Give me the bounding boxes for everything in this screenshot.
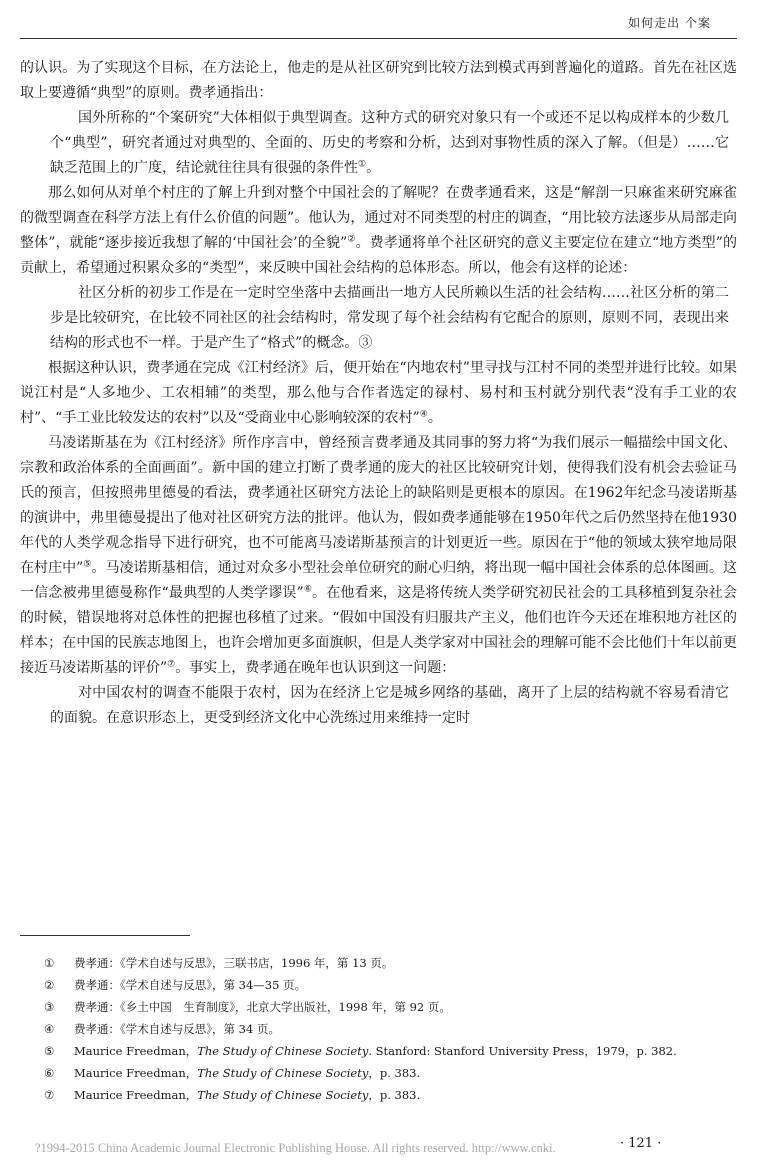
paragraph-4-part-b: 。马凌诺斯基相信，通过对众多小型社会单位研究的耐心归纳，将出现一幅中国社会体系的总体图画。这一信念被弗里德曼称作“最典型的人类学谬误” bbox=[20, 560, 737, 601]
footnote-publication: . Stanford: Stanford University Press，1979，p. 382. bbox=[368, 1044, 677, 1058]
footnote-ref-5[interactable]: ⑤ bbox=[83, 559, 92, 570]
footnote-4 bbox=[44, 1018, 744, 1040]
footnote-text bbox=[74, 1084, 744, 1106]
footnote-author: Maurice Freedman， bbox=[74, 1088, 198, 1102]
paragraph-4-part-a: 马凌诺斯基在为《江村经济》所作序言中，曾经预言费孝通及其同事的努力将“为我们展示一幅描绘中国文化、宗教和政治体系的全面画面”。新中国的建立打断了费孝通的庞大的社区比较研究计划，使得我们没有机会去验证马氏的预言，但按照弗里德曼的看法，费孝通社区研究方法论上的缺陷则是更根本的原因。在1962年纪念马凌诺斯基的演讲中，弗里德曼提出了他对社区研究方法的批评。他认为，假如费孝通能够在1950年代之后仍然坚持在他1930年代的人类学观念指导下进行研究，也不可能离马凌诺斯基预言的计划更近一些。原因在于“他的领域太狭窄地局限在村庄中” bbox=[20, 435, 737, 576]
paragraph-4-part-d: 。事实上，费孝通在晚年也认识到这一问题： bbox=[175, 660, 456, 676]
footnote-text: 费孝通：《乡土中国 生育制度》，北京大学出版社，1998 年，第 92 页。 bbox=[74, 1000, 451, 1014]
header-rule bbox=[20, 38, 737, 39]
footnote-text bbox=[74, 1040, 744, 1062]
paragraph-4 bbox=[20, 431, 737, 681]
paragraph-2-part-b: 。费孝通将单个社区研究的意义主要定位在建立“地方类型”的贡献上，希望通过积累众多的“类型”，来反映中国社会结构的总体形态。所以，他会有这样的论述： bbox=[20, 235, 737, 276]
footnote-3 bbox=[44, 996, 744, 1018]
article-body bbox=[20, 56, 737, 731]
quote-1-body: 国外所称的“个案研究”大体相似于典型调查。这种方式的研究对象只有一个或还不足以构成样本的少数几个“典型”，研究者通过对典型的、全面的、历史的考察和分析，达到对事物性质的深入了解。（但是）……它缺乏范围上的广度，结论就往往具有很强的条件性 bbox=[50, 110, 729, 176]
footnote-ref-1[interactable]: ① bbox=[358, 159, 367, 170]
footnote-book-title: The Study of Chinese Society bbox=[197, 1066, 369, 1080]
footnote-number: ④ bbox=[44, 1022, 55, 1036]
paragraph-3 bbox=[20, 356, 737, 431]
quote-2-body: 社区分析的初步工作是在一定时空坐落中去描画出一地方人民所赖以生活的社会结构……社区分析的第二步是比较研究，在比较不同社区的社会结构时，常发现了每个社会结构有它配合的原则，原则不同，表现出来结构的形式也不一样。于是产生了“格式”的概念。 bbox=[50, 285, 729, 351]
footnote-book-title: The Study of Chinese Society bbox=[197, 1044, 369, 1058]
block-quote-3 bbox=[20, 681, 737, 731]
footnote-number: ③ bbox=[44, 1000, 55, 1014]
paragraph-3-part-b: 。 bbox=[427, 410, 442, 426]
footnote-2 bbox=[44, 974, 744, 996]
footnote-number: ② bbox=[44, 978, 55, 992]
footnote-ref-3[interactable]: ③ bbox=[358, 335, 373, 351]
footnote-number: ① bbox=[44, 956, 55, 970]
footnote-ref-2[interactable]: ② bbox=[347, 234, 356, 245]
footnote-text: 费孝通：《学术自述与反思》，第 34 页。 bbox=[74, 1022, 280, 1036]
footnote-text bbox=[74, 1062, 744, 1084]
quote-1-text bbox=[50, 106, 729, 181]
footnote-book-title: The Study of Chinese Society bbox=[197, 1088, 369, 1102]
footnote-rule bbox=[20, 935, 190, 936]
footnote-ref-6[interactable]: ⑥ bbox=[303, 584, 313, 595]
footnote-publication: ，p. 383. bbox=[368, 1066, 421, 1080]
footnote-publication: ，p. 383. bbox=[368, 1088, 421, 1102]
copyright-watermark: ?1994-2015 China Academic Journal Electronic Publishing House. All rights reserved. http://www.cnki. bbox=[35, 1141, 556, 1155]
paragraph-1: 的认识。为了实现这个目标，在方法论上，他走的是从社区研究到比较方法到模式再到普遍化的道路。首先在社区选取上要遵循“典型”的原则。费孝通指出： bbox=[20, 60, 737, 101]
footnote-author: Maurice Freedman， bbox=[74, 1044, 198, 1058]
running-header: 如何走出 个案 bbox=[628, 16, 711, 30]
footnote-author: Maurice Freedman， bbox=[74, 1066, 198, 1080]
footnote-number: ⑥ bbox=[44, 1066, 55, 1080]
footnotes bbox=[44, 952, 744, 1106]
footnote-number: ⑤ bbox=[44, 1044, 55, 1058]
footnote-text: 费孝通：《学术自述与反思》，三联书店，1996 年，第 13 页。 bbox=[74, 956, 394, 970]
footnote-ref-7[interactable]: ⑦ bbox=[167, 659, 176, 670]
page-number: · 121 · bbox=[620, 1136, 662, 1151]
footnote-number: ⑦ bbox=[44, 1088, 55, 1102]
footnote-7 bbox=[44, 1084, 744, 1106]
quote-3-text: 对中国农村的调查不能限于农村，因为在经济上它是城乡网络的基础，离开了上层的结构就不容易看清它的面貌。在意识形态上，更受到经济文化中心洗练过用来维持一定时 bbox=[50, 685, 729, 726]
block-quote-1 bbox=[20, 106, 737, 181]
footnote-5 bbox=[44, 1040, 744, 1062]
paragraph-2-part-a: 那么如何从对单个村庄的了解上升到对整个中国社会的了解呢？在费孝通看来，这是“解剖一只麻雀来研究麻雀的微型调查在科学方法上有什么价值的问题”。他认为，通过对不同类型的村庄的调查，“用比较方法逐步从局部走向整体”，就能“逐步接近我想了解的‘中国社会’的全貌” bbox=[20, 185, 737, 251]
paragraph-3-part-a: 根据这种认识，费孝通在完成《江村经济》后，便开始在“内地农村”里寻找与江村不同的类型并进行比较。如果说江村是“人多地少、工农相辅”的类型，那么他与合作者选定的禄村、易村和玉村就分别代表“没有手工业的农村”、“手工业比较发达的农村”以及“受商业中心影响较深的农村” bbox=[20, 360, 737, 426]
quote-1-end: 。 bbox=[366, 160, 381, 176]
paragraph-2 bbox=[20, 181, 737, 281]
footnote-ref-4[interactable]: ④ bbox=[419, 409, 428, 420]
paragraph-4-part-c: 。在他看来，这是将传统人类学研究初民社会的工具移植到复杂社会的时候，错误地将对总体性的把握也移植了过来。“假如中国没有归服共产主义，他们也许今天还在堆积地方社区的样本；在中国的民族志地图上，也许会增加更多面旗帜，但是人类学家对中国社会的理解可能不会比他们十年以前更接近马凌诺斯基的评价” bbox=[20, 585, 737, 676]
footnote-6 bbox=[44, 1062, 744, 1084]
quote-2-text bbox=[50, 281, 729, 356]
footnote-1 bbox=[44, 952, 744, 974]
block-quote-2 bbox=[20, 281, 737, 356]
footnote-text: 费孝通：《学术自述与反思》，第 34—35 页。 bbox=[74, 978, 307, 992]
